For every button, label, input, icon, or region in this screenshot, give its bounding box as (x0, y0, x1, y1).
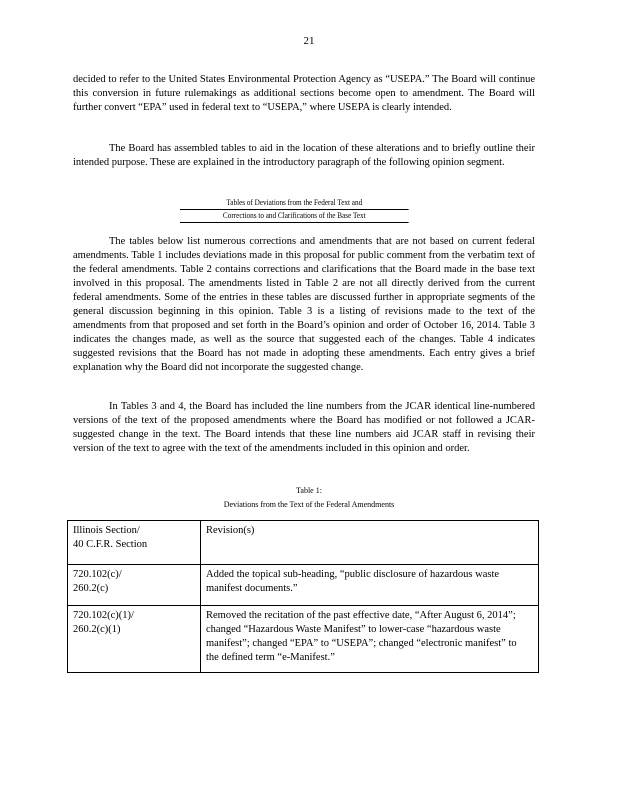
header-revision-cell: Revision(s) (201, 521, 539, 565)
table-header-row (68, 521, 539, 565)
section-heading-line2: Corrections to and Clarifications of the Base Text (180, 210, 409, 223)
page-number: 21 (303, 35, 315, 47)
row-revision-cell: Added the topical sub-heading, “public disclosure of hazardous waste manifest documents.” (201, 565, 539, 606)
row-section-line1: 720.102(c)/ (73, 569, 122, 580)
section-heading-line1: Tables of Deviations from the Federal Text and (180, 197, 409, 210)
paragraph-jcar-line-numbers-text: In Tables 3 and 4, the Board has included the line numbers from the JCAR identical line-numbered versions of the text of the proposed amendments where the Board has modified or not followed a JCAR-suggested change in the text. The Board intends that these line numbers aid JCAR staff in revising their version of the text to agree with the text of the amendments included in this opinion and order. (73, 401, 535, 454)
row-section-line2: 260.2(c) (73, 583, 109, 594)
row-section-cell (68, 565, 201, 606)
paragraph-tables-intro (73, 142, 535, 170)
paragraph-tables-description-text: The tables below list numerous corrections and amendments that are not based on current federal amendments. Table 1 includes deviations made in this proposal for public comment from the verbatim text of the federal amendments. Table 2 contains corrections and clarifications that the Board made in the base text involved in this proposal. The amendments listed in Table 2 are not all directly derived from the current federal amendments. Some of the entries in these tables are discussed further in appropriate segments of the general discussion beginning in this opinion. Table 3 is a listing of revisions made to the text of the amendments from that proposed and set forth in the Board’s opinion and order of October 16, 2014. Table 3 indicates the changes made, as well as the source that suggested each of the changes. Table 4 indicates suggested revisions that the Board has not made in adopting these amendments. Each entry gives a brief explanation why the Board did not incorporate the suggested change. (73, 236, 535, 373)
table1-caption (0, 484, 618, 512)
header-section-line2: 40 C.F.R. Section (73, 539, 148, 550)
row-section-cell (68, 606, 201, 673)
paragraph-tables-description (73, 235, 535, 375)
table1-subtitle: Deviations from the Text of the Federal Amendments (223, 500, 395, 509)
section-heading (180, 197, 409, 223)
row-section-line2: 260.2(c)(1) (73, 624, 121, 635)
paragraph-usepa-conversion: decided to refer to the United States Environmental Protection Agency as “USEPA.” The Board will continue this conversion in future rulemakings as additional sections become open to amendment. The Board will further convert “EPA” used in federal text to “USEPA,” where USEPA is clearly intended. (73, 74, 535, 113)
table-row (68, 606, 539, 673)
paragraph-tables-intro-text: The Board has assembled tables to aid in the location of these alterations and to briefly outline their intended purpose. These are explained in the introductory paragraph of the following opinion segment. (73, 143, 535, 168)
table1-title: Table 1: (296, 486, 322, 495)
paragraph-jcar-line-numbers (73, 400, 535, 456)
deviations-table (67, 520, 539, 673)
table-row (68, 565, 539, 606)
row-revision-cell: Removed the recitation of the past effective date, “After August 6, 2014”; changed “Hazardous Waste Manifest” to lower-case “hazardous waste manifest”; changed “EPA” to “USEPA”; changed “electronic manifest” to the defined term “e-Manifest.” (201, 606, 539, 673)
header-section-cell (68, 521, 201, 565)
header-section-line1: Illinois Section/ (73, 525, 140, 536)
row-section-line1: 720.102(c)(1)/ (73, 610, 134, 621)
